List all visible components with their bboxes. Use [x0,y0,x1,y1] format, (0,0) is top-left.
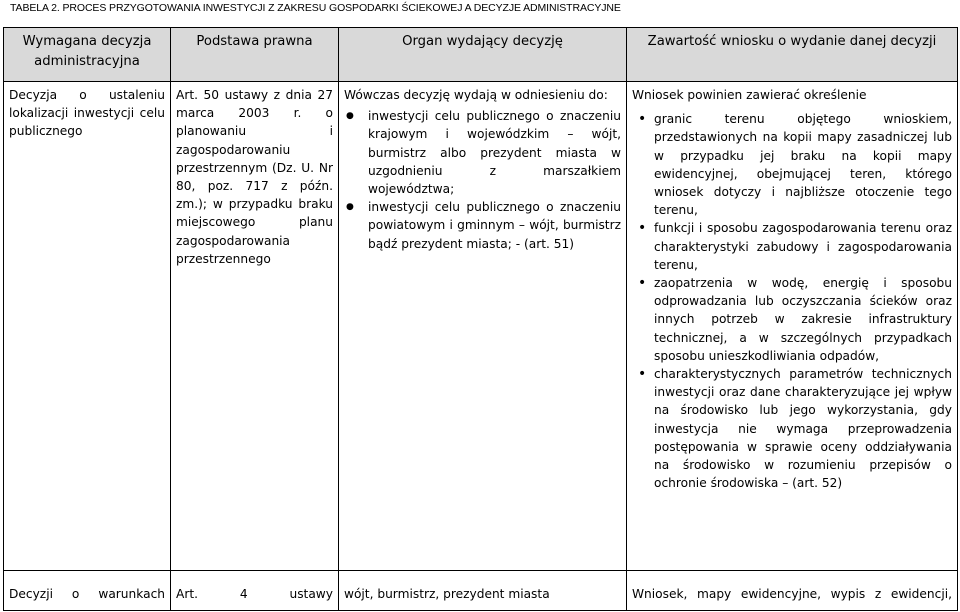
content-intro: Wniosek powinien zawierać określenie [632,88,867,102]
list-item: • funkcji i sposobu zagospodarowania terenu oraz charakterystyki zabudowy i zagospodarowania terenu, [632,219,952,274]
cell-authority: wójt, burmistrz, prezydent miasta [339,571,627,611]
header-row [4,28,958,82]
cell-application-content [627,571,958,611]
cell-authority [339,82,627,571]
authority-intro: Wówczas decyzję wydają w odniesieniu do: [344,88,608,102]
content-list [632,110,952,492]
header-required-decision: Wymagana decyzja administracyjna [4,28,171,82]
table-caption: TABELA 2. PROCES PRZYGOTOWANIA INWESTYCJI Z ZAKRESU GOSPODARKI ŚCIEKOWEJ A DECYZJE ADMINISTRACYJNE [10,2,621,14]
header-issuing-authority: Organ wydający decyzję [339,28,627,82]
content-text: Wniosek, mapy ewidencyjne, wypis z ewidencji, [632,587,952,601]
list-item: • charakterystycznych parametrów technicznych inwestycji oraz dane charakteryzujące jej wpływ na środowisko lub jego wykorzystania, gdy inwestycja nie wymaga przeprowadzenia postępowania w sprawie oceny oddziaływania na środowisko w rozumieniu przepisów o ochronie środowiska – (art. 52) [632,365,952,492]
cell-legal-basis: Art. 50 ustawy z dnia 27 marca 2003 r. o planowaniu i zagospodarowaniu przestrzennym (Dz. U. Nr 80, poz. 717 z późn. zm.); w przypadku braku miejscowego planu zagospodarowania przestrzennego [171,82,339,571]
list-item: ● inwestycji celu publicznego o znaczeniu krajowym i wojewódzkim – wójt, burmistrz albo prezydent miasta w uzgodnieniu z marszałkiem województwa; [344,107,621,198]
table-row [4,571,958,611]
decision-text: Decyzji o warunkach [9,587,165,601]
cell-decision [4,571,171,611]
table-row [4,82,958,571]
list-item: ● inwestycji celu publicznego o znaczeniu powiatowym i gminnym – wójt, burmistrz bądź prezydent miasta; - (art. 51) [344,198,621,253]
authority-list [344,107,621,253]
list-item: • granic terenu objętego wnioskiem, przedstawionych na kopii mapy zasadniczej lub w przypadku jej braku na kopii mapy ewidencyjnej, obejmującej teren, którego wniosek dotyczy i najbliższe otoczenie tego terenu, [632,110,952,219]
cell-legal-basis [171,571,339,611]
decisions-table [3,27,958,611]
cell-application-content [627,82,958,571]
header-application-content: Zawartość wniosku o wydanie danej decyzji [627,28,958,82]
header-legal-basis: Podstawa prawna [171,28,339,82]
legal-basis-text: Art. 4 ustawy [176,587,333,601]
cell-decision: Decyzja o ustaleniu lokalizacji inwestycji celu publicznego [4,82,171,571]
list-item: • zaopatrzenia w wodę, energię i sposobu odprowadzania lub oczyszczania ścieków oraz innych potrzeb w zakresie infrastruktury technicznej, a w szczególnych przypadkach sposobu unieszkodliwiania odpadów, [632,274,952,365]
